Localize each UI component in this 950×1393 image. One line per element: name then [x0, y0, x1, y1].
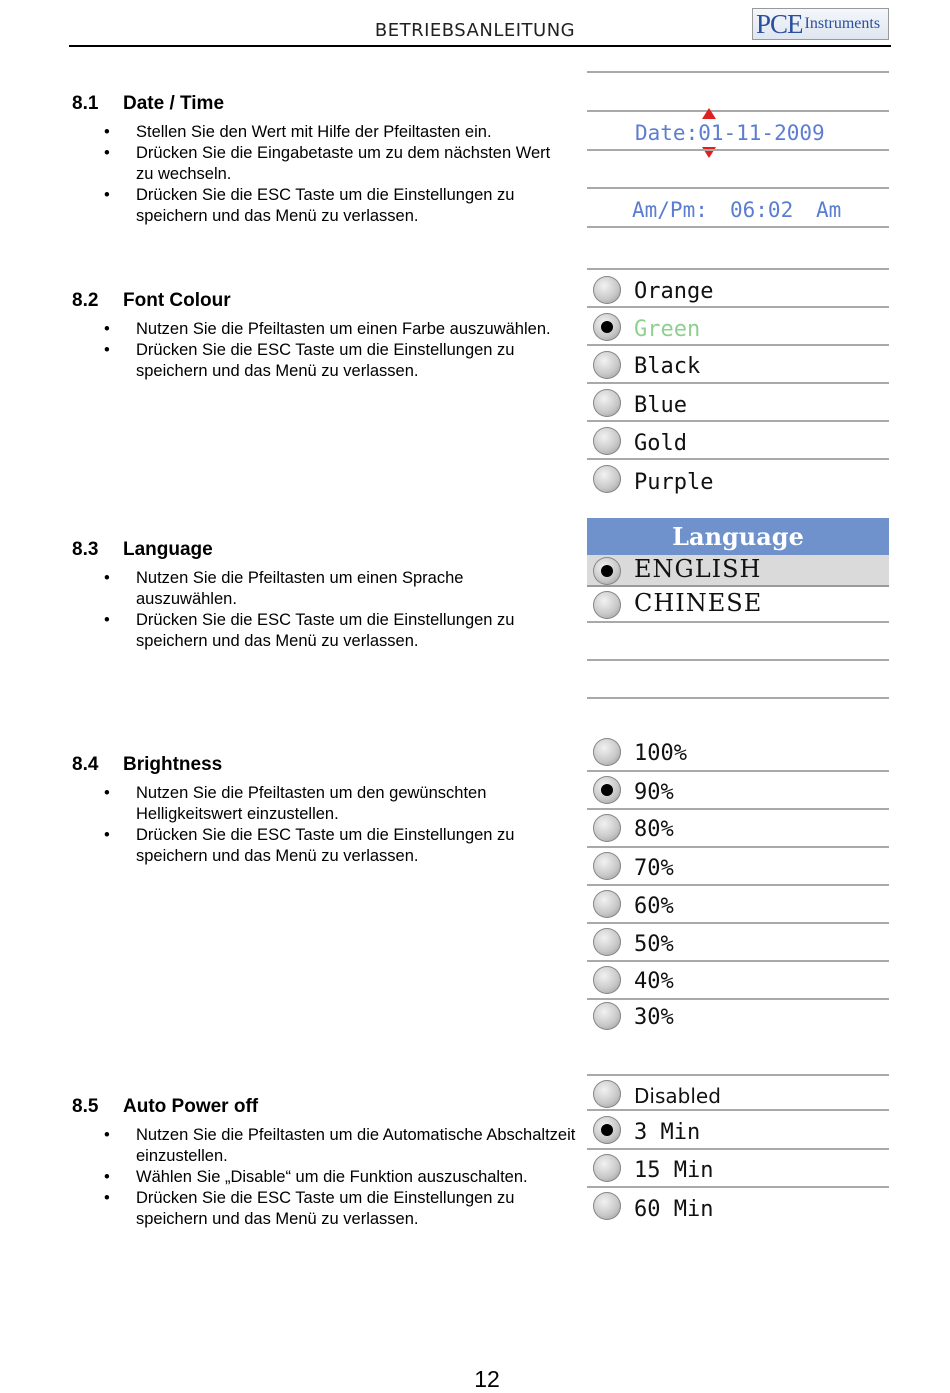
- bullet-item: • Nutzen Sie die Pfeiltasten um den gewünschten Helligkeitswert einzustellen.: [104, 783, 564, 825]
- option-label: 3 Min: [634, 1120, 701, 1145]
- language-screen: [587, 518, 889, 703]
- option-row-selected[interactable]: [587, 308, 889, 346]
- option-row[interactable]: [587, 924, 889, 962]
- option-label: Disabled: [634, 1084, 721, 1108]
- option-label: Orange: [634, 279, 714, 304]
- section-heading-date-time: [72, 93, 224, 115]
- option-label: 40%: [634, 969, 674, 994]
- language-label: ENGLISH: [634, 555, 762, 583]
- radio-icon: [593, 1192, 621, 1220]
- date-readout: Date:01-11-2009: [635, 121, 825, 145]
- screen-divider: [587, 187, 889, 189]
- option-row[interactable]: [587, 810, 889, 848]
- ampm-label: Am/Pm:: [632, 198, 708, 222]
- option-row-selected[interactable]: [587, 1111, 889, 1150]
- radio-icon: [593, 389, 621, 417]
- language-option[interactable]: [587, 587, 889, 623]
- bullet-item: • Drücken Sie die ESC Taste um die Einstellungen zu speichern und das Menü zu verlassen.: [104, 610, 564, 652]
- bullet-item: • Drücken Sie die ESC Taste um die Einstellungen zu speichern und das Menü zu verlassen.: [104, 185, 564, 227]
- option-row[interactable]: [587, 848, 889, 886]
- language-label: CHINESE: [634, 589, 763, 617]
- section-heading-font-colour: [72, 290, 231, 312]
- section-number: 8.1: [72, 93, 99, 114]
- radio-icon: [593, 890, 621, 918]
- section-heading-auto-power-off: [72, 1096, 258, 1118]
- ampm-value: Am: [816, 198, 842, 222]
- radio-icon: [593, 1002, 621, 1030]
- option-label: Blue: [634, 393, 687, 418]
- option-label: 15 Min: [634, 1158, 714, 1183]
- arrow-up-icon: [702, 108, 716, 119]
- bullet-list-brightness: [104, 783, 564, 867]
- option-row[interactable]: [587, 270, 889, 308]
- option-label: 50%: [634, 932, 674, 957]
- radio-icon: [593, 1154, 621, 1182]
- option-row[interactable]: [587, 734, 889, 772]
- section-heading-brightness: [72, 754, 222, 776]
- document-header-title: BETRIEBSANLEITUNG: [374, 20, 576, 41]
- radio-icon: [593, 738, 621, 766]
- section-number: 8.2: [72, 290, 99, 311]
- auto-power-off-screen: [587, 1074, 889, 1228]
- option-row[interactable]: [587, 886, 889, 924]
- radio-icon: [593, 852, 621, 880]
- option-row[interactable]: [587, 346, 889, 384]
- option-row[interactable]: [587, 460, 889, 498]
- option-label: 100%: [634, 741, 687, 766]
- radio-selected-icon: [593, 776, 621, 804]
- radio-icon: [593, 351, 621, 379]
- bullet-item: • Nutzen Sie die Pfeiltasten um die Automatische Abschaltzeit einzustellen.: [104, 1125, 584, 1167]
- bullet-list-font-colour: [104, 319, 564, 382]
- screen-divider: [587, 697, 889, 699]
- section-title: Brightness: [123, 754, 223, 775]
- section-title: Language: [123, 539, 213, 560]
- radio-icon: [593, 966, 621, 994]
- radio-selected-icon: [593, 1116, 621, 1144]
- bullet-item: • Drücken Sie die ESC Taste um die Einstellungen zu speichern und das Menü zu verlassen.: [104, 1188, 584, 1230]
- page-number: 12: [474, 1366, 500, 1392]
- option-label: 90%: [634, 780, 674, 805]
- date-time-screen: [587, 71, 889, 229]
- section-number: 8.3: [72, 539, 99, 560]
- option-row[interactable]: [587, 1188, 889, 1226]
- radio-icon: [593, 276, 621, 304]
- option-label: 60 Min: [634, 1197, 714, 1222]
- brightness-screen: [587, 734, 889, 1036]
- option-label: 70%: [634, 856, 674, 881]
- screen-divider: [587, 71, 889, 73]
- radio-icon: [593, 427, 621, 455]
- bullet-list-auto-power-off: [104, 1125, 584, 1230]
- option-label: 80%: [634, 817, 674, 842]
- radio-selected-icon: [593, 557, 621, 585]
- section-heading-language: [72, 539, 213, 561]
- screen-divider: [587, 659, 889, 661]
- option-label: Black: [634, 354, 701, 379]
- header-rule: [69, 45, 891, 47]
- radio-icon: [593, 814, 621, 842]
- screen-divider: [587, 149, 889, 151]
- bullet-item: • Nutzen Sie die Pfeiltasten um einen Sprache auszuwählen.: [104, 568, 564, 610]
- bullet-item: • Drücken Sie die Eingabetaste um zu dem nächsten Wert zu wechseln.: [104, 143, 564, 185]
- option-row[interactable]: [587, 384, 889, 422]
- bullet-item: • Stellen Sie den Wert mit Hilfe der Pfeiltasten ein.: [104, 122, 564, 143]
- section-title: Font Colour: [123, 290, 231, 311]
- language-heading: Language: [587, 518, 889, 555]
- option-row[interactable]: [587, 422, 889, 460]
- bullet-item: • Drücken Sie die ESC Taste um die Einstellungen zu speichern und das Menü zu verlassen.: [104, 825, 564, 867]
- language-option-selected[interactable]: [587, 555, 889, 587]
- screen-divider: [587, 110, 889, 112]
- time-readout: 06:02: [730, 198, 794, 222]
- bullet-item: • Wählen Sie „Disable“ um die Funktion auszuschalten.: [104, 1167, 584, 1188]
- font-colour-screen: [587, 268, 889, 500]
- logo-suffix: Instruments: [804, 15, 881, 32]
- option-row[interactable]: [587, 1000, 889, 1034]
- logo-brand: PCE: [756, 8, 803, 39]
- radio-icon: [593, 928, 621, 956]
- section-number: 8.4: [72, 754, 99, 775]
- option-label: 30%: [634, 1005, 674, 1030]
- pce-instruments-logo: [752, 8, 889, 40]
- option-row[interactable]: [587, 1076, 889, 1111]
- bullet-item: • Nutzen Sie die Pfeiltasten um einen Farbe auszuwählen.: [104, 319, 564, 340]
- bullet-list-date-time: [104, 122, 564, 227]
- radio-icon: [593, 591, 621, 619]
- radio-selected-icon: [593, 313, 621, 341]
- radio-icon: [593, 1080, 621, 1108]
- option-row[interactable]: [587, 962, 889, 1000]
- bullet-item: • Drücken Sie die ESC Taste um die Einstellungen zu speichern und das Menü zu verlassen.: [104, 340, 564, 382]
- option-label: Green: [634, 317, 701, 342]
- screen-divider: [587, 226, 889, 228]
- option-label: Purple: [634, 470, 714, 495]
- option-row-selected[interactable]: [587, 772, 889, 810]
- option-row[interactable]: [587, 1150, 889, 1188]
- option-label: 60%: [634, 894, 674, 919]
- bullet-list-language: [104, 568, 564, 652]
- section-title: Date / Time: [123, 93, 225, 114]
- section-title: Auto Power off: [123, 1096, 259, 1117]
- option-label: Gold: [634, 431, 687, 456]
- radio-icon: [593, 465, 621, 493]
- section-number: 8.5: [72, 1096, 99, 1117]
